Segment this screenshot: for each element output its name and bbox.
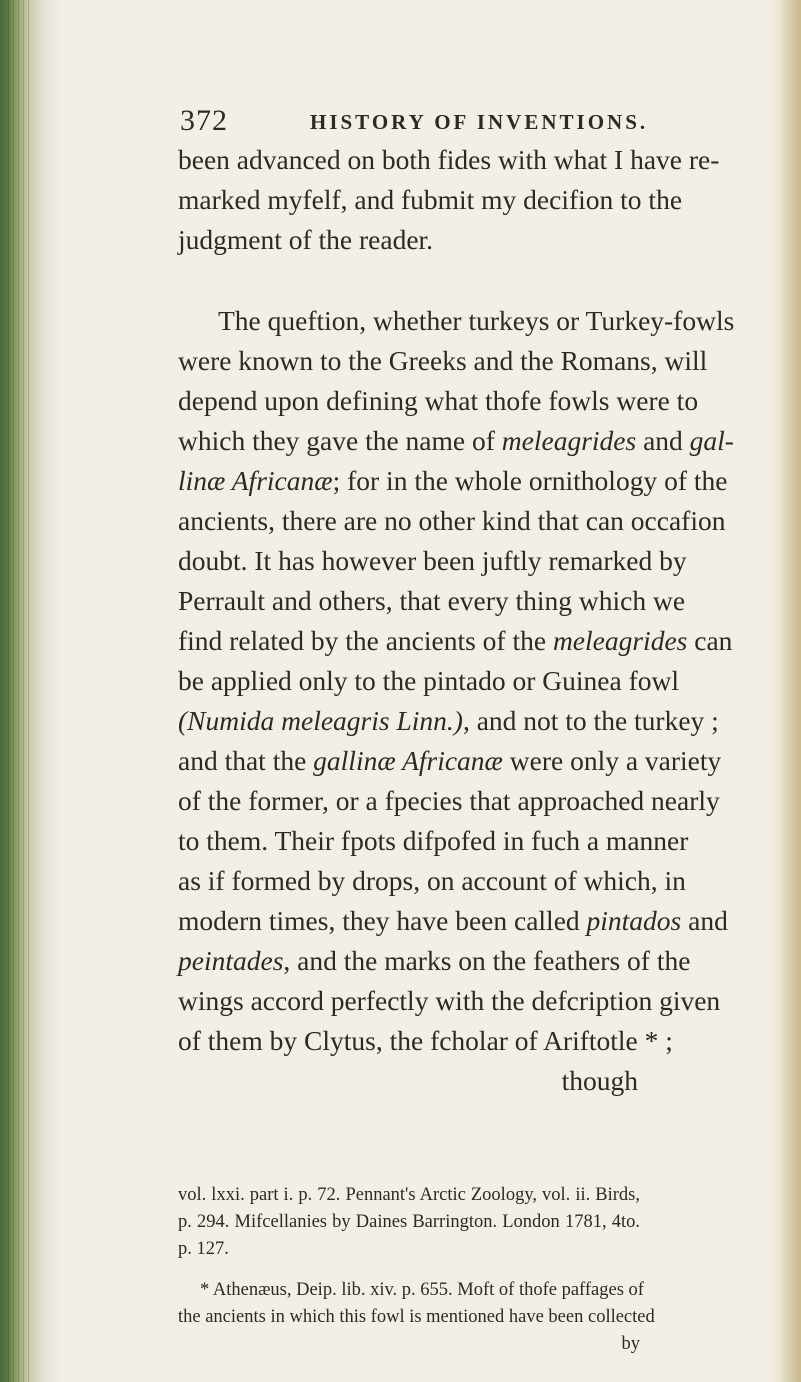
text-line: Perrault and others, that every thing which we [178,585,686,616]
italic-term: meleagrides [501,425,637,456]
italic-term: meleagrides [552,625,688,656]
text-line: (Numida meleagris Linn.), and not to the turkey ; [178,705,719,736]
body-text [178,140,735,1101]
text-line: modern times, they have been called pintados and [178,905,728,936]
page-number: 372 [180,104,228,137]
text-line: find related by the ancients of the meleagrides can [178,625,733,656]
text-line: marked myfelf, and fubmit my decifion to the [178,184,683,215]
running-head-title: HISTORY OF INVENTIONS. [310,110,649,134]
footnote-line: * Athenæus, Deip. lib. xiv. p. 655. Moft of thofe paffages of [200,1280,644,1300]
text-line: wings accord perfectly with the defcription given [178,985,721,1016]
text-line: linæ Africanæ; for in the whole ornithology of the [178,465,728,496]
italic-term: (Numida meleagris Linn.) [178,705,463,736]
text-line: of them by Clytus, the fcholar of Ariftotle * ; [178,1025,673,1056]
italic-term: gal- [689,425,734,456]
text-line: which they gave the name of meleagrides and gal- [178,425,734,456]
footnotes [178,1182,655,1358]
text-line: of the former, or a fpecies that approached nearly [178,785,720,816]
text-line: doubt. It has however been juftly remarked by [178,545,687,576]
text-line: as if formed by drops, on account of which, in [178,865,686,896]
text-line: ancients, there are no other kind that can occafion [178,505,726,536]
italic-term: linæ Africanæ [178,465,333,496]
footnote-line: the ancients in which this fowl is mentioned have been collected [178,1307,655,1327]
paragraph-gap [178,260,638,301]
footnote-line: p. 127. [178,1239,229,1259]
footnote-line: vol. lxxi. part i. p. 72. Pennant's Arctic Zoology, vol. ii. Birds, [178,1185,640,1205]
catchword: though [561,1065,638,1096]
text-line: peintades, and the marks on the feathers of the [178,945,691,976]
footnote-gap [178,1263,640,1277]
text-line: and that the gallinæ Africanæ were only a variety [178,745,722,776]
footnote-line: p. 294. Mifcellanies by Daines Barrington. London 1781, 4to. [178,1212,640,1232]
italic-term: peintades [178,945,284,976]
text-line: depend upon defining what thofe fowls were to [178,385,699,416]
italic-term: pintados [586,905,682,936]
text-line: The queftion, whether turkeys or Turkey-fowls [218,305,735,336]
footnote-catchword: by [621,1334,640,1354]
text-line: be applied only to the pintado or Guinea fowl [178,665,679,696]
running-head [180,104,660,140]
text-line: were known to the Greeks and the Romans, will [178,345,708,376]
text-line: been advanced on both fides with what I have re- [178,144,720,175]
text-line: judgment of the reader. [178,224,434,255]
italic-term: gallinæ Africanæ [313,745,503,776]
text-line: to them. Their fpots difpofed in fuch a manner [178,825,689,856]
